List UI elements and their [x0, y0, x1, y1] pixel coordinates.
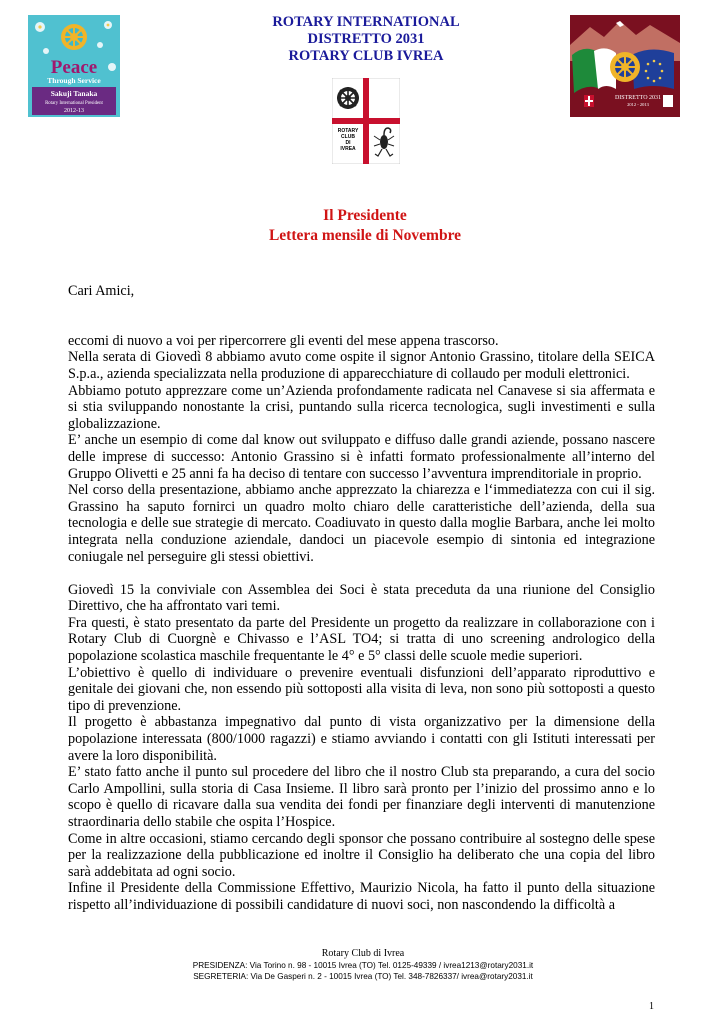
center-logo-di: DI — [345, 140, 351, 146]
district-years: 2012 - 2013 — [627, 102, 649, 107]
paragraph: Infine il Presidente della Commissione Effettivo, Maurizio Nicola, ha fatto il punto della situazione rispetto all’individuazione di possibili candidature di nuovi soci, non nascondendo la difficoltà a — [68, 880, 655, 913]
paragraph: eccomi di nuovo a voi per ripercorrere gli eventi del mese appena trascorso. — [68, 332, 499, 349]
paragraph: E’ anche un esempio di come dal know out sviluppato e diffuso dalle grandi aziende, possano nascere delle imprese di successo: Antonio Grassino si è infatti formato professionalmente all’interno del Gruppo Olivetti e 25 anni fa ha deciso di tentare con successo l’avventura imprenditoriale in proprio. — [68, 432, 655, 482]
letter-title — [200, 206, 530, 246]
header-club: ROTARY CLUB IVREA — [288, 48, 444, 64]
peace-through-service-logo — [28, 15, 120, 117]
paragraph: Nella serata di Giovedì 8 abbiamo avuto come ospite il signor Antonio Grassino, titolare della SEICA S.p.a., azienda specializzata nella produzione di apparecchiature di collaudo per moduli elettronici. — [68, 349, 655, 382]
district-2031-logo — [570, 15, 680, 117]
peace-years: 2012-13 — [64, 108, 84, 114]
paragraph: Come in altre occasioni, stiamo cercando degli sponsor che possano contribuire al sostegno delle spese per la realizzazione della pubblicazione ed inoltre il Consiglio ha deliberato che una copia del libro sarà addebitata ad ogni socio. — [68, 830, 655, 880]
footer-club: Rotary Club di Ivrea — [321, 948, 405, 959]
peace-title: Peace — [50, 57, 98, 78]
peace-president-role: Rotary International President — [45, 101, 103, 106]
letter-body — [68, 283, 655, 914]
page-number: 1 — [649, 1001, 654, 1012]
title-monthly-letter: Lettera mensile di Novembre — [268, 227, 462, 244]
header-district: DISTRETTO 2031 — [307, 31, 425, 47]
salutation: Cari Amici, — [68, 283, 135, 299]
paragraph: Nel corso della presentazione, abbiamo anche apprezzato la chiarezza e l‘immediatezza con cui il sig. Grassino ha saputo fornirci un quadro molto chiaro delle caratteristiche dell’azienda, della sua tecnologia e delle sue strategie di mercato. Coadiuvato in questo dalla moglie Barbara, anche lei molto integrata nella conduzione aziendale, dandoci un piacevole esempio di sintonia ed integrazione coniugale nel perseguire gli stessi obiettivi. — [68, 482, 655, 565]
paragraph: Giovedì 15 la conviviale con Assemblea dei Soci è stata preceduta da una riunione del Consiglio Direttivo, che ha affrontato vari temi. — [68, 581, 655, 615]
peace-president-name: Sakuji Tanaka — [50, 89, 98, 98]
footer-segreteria: SEGRETERIA: Via De Gasperi n. 2 - 10015 Ivrea (TO) Tel. 348-7826337/ ivrea@rotary2031.it — [193, 971, 533, 981]
center-logo-rotary: ROTARY — [337, 128, 359, 134]
footer — [140, 948, 586, 982]
footer-presidenza: PRESIDENZA: Via Torino n. 98 - 10015 Ivrea (TO) Tel. 0125-49339 / ivrea1213@rotary2031.it — [192, 961, 534, 970]
paragraph: Abbiamo potuto apprezzare come un’Azienda profondamente radicata nel Canavese si sia affermata e si stia sviluppando nonostante la crisi, puntando sulla ricerca tecnologica, sugli investimenti e sulla globalizzazione. — [68, 382, 655, 432]
paragraph: Il progetto è abbastanza impegnativo dal punto di vista organizzativo per la dimensione della popolazione interessata (800/1000 ragazzi) e stiamo avviando i contatti con gli Istituti interessati per avere la loro disponibilità. — [68, 714, 655, 764]
title-president: Il Presidente — [323, 207, 407, 224]
rotary-club-ivrea-logo — [332, 78, 400, 164]
peace-subtitle: Through Service — [47, 76, 101, 85]
paragraph: L’obiettivo è quello di individuare o prevenire eventuali disfunzioni dell’apparato riproduttivo e genitale dei giovani che, non essendo più sottoposti alla visita di leva, non sono più sottoposti a questo tipo di prevenzione. — [68, 664, 655, 714]
district-label: DISTRETTO 2031 — [614, 95, 662, 101]
paragraph: E’ stato fatto anche il punto sul procedere del libro che il nostro Club sta preparando, a cura del socio Carlo Ampollini, sulla storia di Casa Insieme. Il libro sarà pronto per l’inizio del prossimo anno e lo scopo è quello di ricavare dalla sua vendita dei fondi per finanziare degli interventi di manutenzione straordinaria dello stabile che ospita l’Hospice. — [68, 764, 655, 830]
center-logo-ivrea: IVREA — [340, 146, 356, 152]
header-titles — [236, 14, 496, 65]
center-logo-club: CLUB — [341, 134, 355, 140]
header-rotary-international: ROTARY INTERNATIONAL — [272, 14, 460, 30]
paragraph: Fra questi, è stato presentato da parte del Presidente un progetto da realizzare in collaborazione con i Rotary Club di Cuorgnè e Chivasso e l’ASL TO4; si tratta di uno screening andrologico della popolazione scolastica maschile frequentante le 4° e 5° classi delle scuole medie superiori. — [68, 614, 655, 665]
